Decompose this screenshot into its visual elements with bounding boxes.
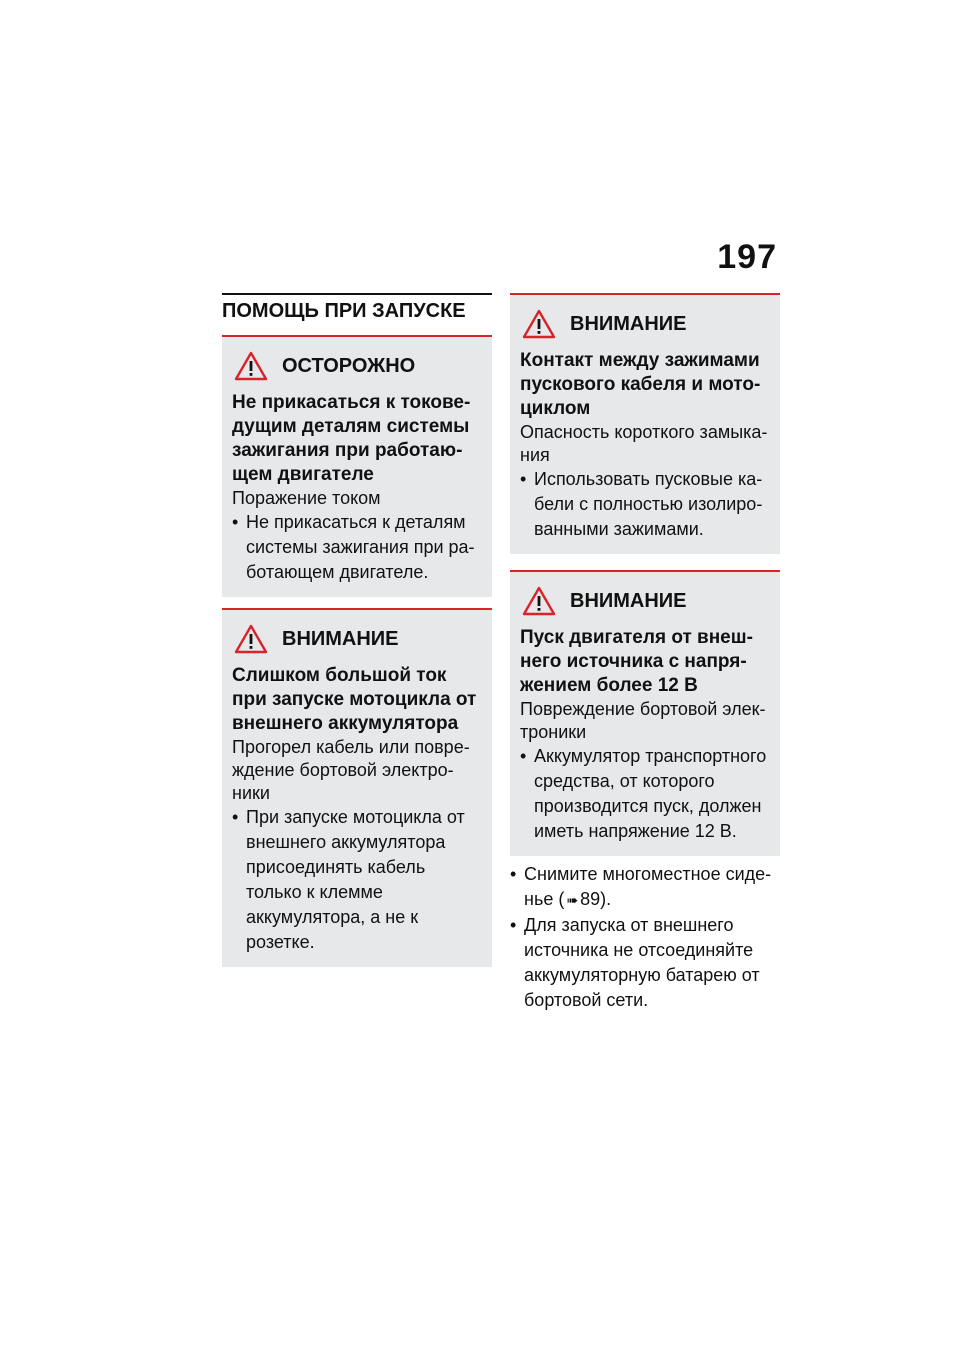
warning-triangle-icon — [234, 624, 268, 654]
box-label: ВНИМАНИЕ — [570, 313, 687, 335]
procedure-steps — [510, 862, 780, 1013]
warning-box-attention — [510, 570, 780, 856]
arrow-right-icon: ➠ — [566, 892, 579, 908]
warning-box-caution — [222, 335, 492, 597]
warning-triangle-icon — [234, 351, 268, 381]
box-label: ВНИМАНИЕ — [570, 590, 687, 612]
box-description: Поражение током — [232, 488, 381, 508]
box-description: Прогорел кабель или повреждение бортовой электроники — [232, 737, 470, 803]
box-description: Повреждение бортовой электроники — [520, 699, 766, 742]
list-item: • Для запуска от внешнего источника не отсоединяйте аккумуляторную батарею от бортовой сети. — [510, 915, 760, 1010]
warning-triangle-icon — [522, 586, 556, 616]
warning-triangle-icon — [522, 309, 556, 339]
left-column — [222, 293, 492, 978]
box-subject: Не прикасаться к токоведущим деталям системы зажигания при работающем двигателе — [232, 392, 471, 485]
box-bullet: • Не прикасаться к деталям системы зажигания при работающем двигателе. — [232, 512, 475, 582]
box-bullet: • При запуске мотоцикла от внешнего аккумулятора присоединять кабель только к клемме аккумулятора, а не к розетке. — [232, 807, 465, 952]
section-title: ПОМОЩЬ ПРИ ЗАПУСКЕ — [222, 293, 492, 330]
box-bullet: • Использовать пусковые кабели с полностью изолированными зажимами. — [520, 469, 763, 539]
box-subject: Слишком большой ток при запуске мотоцикла от внешнего аккумулятора — [232, 665, 477, 734]
box-subject: Контакт между зажимами пускового кабеля и мотоциклом — [520, 350, 761, 419]
warning-box-attention — [222, 608, 492, 967]
box-subject: Пуск двигателя от внешнего источника с напряжением более 12 В — [520, 627, 753, 696]
box-label: ВНИМАНИЕ — [282, 628, 399, 650]
box-description: Опасность короткого замыкания — [520, 422, 768, 465]
box-label: ОСТОРОЖНО — [282, 355, 416, 377]
page-number: 197 — [717, 238, 777, 276]
box-bullet: • Аккумулятор транспортного средства, от которого производится пуск, должен иметь напряжение 12 В. — [520, 746, 767, 841]
page-reference[interactable]: 89 — [580, 889, 601, 909]
list-item: • Снимите многоместное сиденье ( ➠ 89). — [510, 862, 780, 913]
right-column — [510, 293, 780, 1013]
warning-box-attention — [510, 293, 780, 554]
